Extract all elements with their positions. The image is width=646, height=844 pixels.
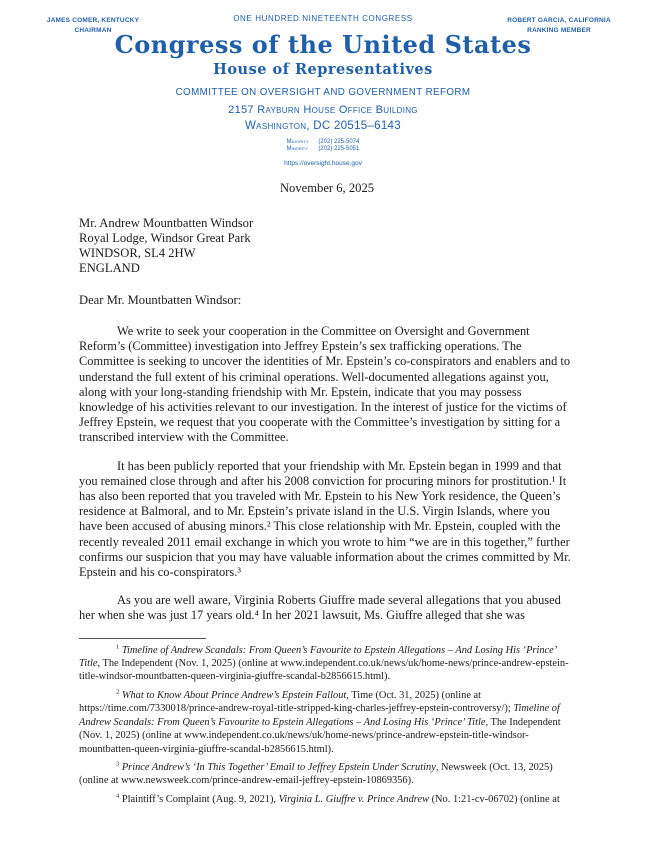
footnote-4: $^4$ Plaintiff’s Complaint (Aug. 9, 2021), Virginia L. Giuffre v. Prince Andrew (No. 1:21-cv-06702) (online at [116,792,560,805]
chairman-name: JAMES COMER, KENTUCKY [46,17,140,24]
phone-majority-label: Majority [286,139,309,145]
phone-block [287,139,360,153]
congress-session-line: ONE HUNDRED NINETEENTH CONGRESS [233,14,413,23]
ranking-member-name: ROBERT GARCIA, CALIFORNIA [507,17,611,24]
letter-content [0,181,646,806]
letter-date: November 6, 2025 [279,181,375,195]
chairman-block [18,16,168,36]
recipient-city: WINDSOR, SL4 2HW [79,246,196,260]
recipient-address [79,216,575,276]
committee-website: https://oversight.house.gov [284,160,362,167]
committee-address-city: Washington, DC 20515–6143 [245,120,401,132]
ranking-member-block [484,16,634,36]
congress-title: Congress of the United States [114,30,532,59]
paragraph-1: We write to seek your cooperation in the Committee on Oversight and Government Reform’s (Committee) investigation into Jeffrey Epstein’s sex trafficking operations. The Committee is seeking to uncover the identities of Mr. Epstein’s co-conspirators and enablers and to understand the full extent of his criminal operations. Well-documented allegations against you, along with your long-standing friendship with Mr. Epstein, indicate that you may possess knowledge of his activities relevant to our investigation. In the interest of justice for the victims of Jeffrey Epstein, we request that you cooperate with the Committee’s investigation by sitting for a transcribed interview with the Committee. [79,324,571,445]
footnote-2: $^2$ What to Know About Prince Andrew’s Epstein Fallout, Time (Oct. 31, 2025) (online at https://time.com/7330018/prince-andrew-royal-title-stripped-king-charles-jeffrey-epstein-controversy/); Timeline of Andrew Scandals: From Queen’s Favourite to Epstein Allegations – And Losing His ‘Prince’ Title, The Independent (Nov. 1, 2025) (online at www.independent.co.uk/news/uk/home-news/prince-andrew-epstein-title-windsor-mountbatten-queen-virginia-giuffre-scandal-b2856615.html). [79,688,561,755]
paragraph-3: As you are well aware, Virginia Roberts Giuffre made several allegations that you abused her when she was just 17 years old.⁴ In her 2021 lawsuit, Ms. Giuffre alleged that she was [79,593,561,623]
chairman-title: CHAIRMAN [74,27,112,35]
phone-majority [287,139,360,146]
recipient-street: Royal Lodge, Windsor Great Park [79,231,251,245]
footnote-separator [79,638,206,639]
phone-minority-number: (202) 225-5051 [318,146,360,152]
committee-address-building: 2157 Rayburn House Office Building [228,104,418,116]
phone-minority-label: Minority [286,146,308,152]
salutation: Dear Mr. Mountbatten Windsor: [79,293,242,307]
phone-majority-number: (202) 225-5074 [318,139,360,145]
footnote-1: $^1$ Timeline of Andrew Scandals: From Queen’s Favourite to Epstein Allegations – And Losing His ‘Prince’ Title, The Independent (Nov. 1, 2025) (online at www.independent.co.uk/news/uk/home-news/prince-andrew-epstein-title-windsor-mountbatten-queen-virginia-giuffre-scandal-b2856615.html). [79,643,569,683]
ranking-member-title: RANKING MEMBER [527,27,591,35]
recipient-country: ENGLAND [79,261,140,275]
house-title: House of Representatives [213,61,433,78]
footnote-3: $^3$ Prince Andrew’s ‘In This Together’ Email to Jeffrey Epstein Under Scrutiny, Newsweek (Oct. 13, 2025) (online at www.newsweek.com/prince-andrew-email-jeffrey-epstein-10869356). [79,760,553,787]
phone-minority [287,146,360,153]
paragraph-2: It has been publicly reported that your friendship with Mr. Epstein began in 1999 and that you remained close through and after his 2008 conviction for procuring minors for prostitution.¹ It has also been reported that you traveled with Mr. Epstein to his New York residence, the Queen’s residence at Balmoral, and to Mr. Epstein’s private island in the U.S. Virgin Islands, where you have been accused of abusing minors.² This close relationship with Mr. Epstein, coupled with the recently revealed 2011 email exchange in which you wrote to him “we are in this together,” further confirms our suspicion that you may have valuable information about the crimes committed by Mr. Epstein and his co-conspirators.³ [79,458,571,580]
recipient-name: Mr. Andrew Mountbatten Windsor [79,216,254,230]
committee-name: COMMITTEE ON OVERSIGHT AND GOVERNMENT REFORM [175,87,471,98]
